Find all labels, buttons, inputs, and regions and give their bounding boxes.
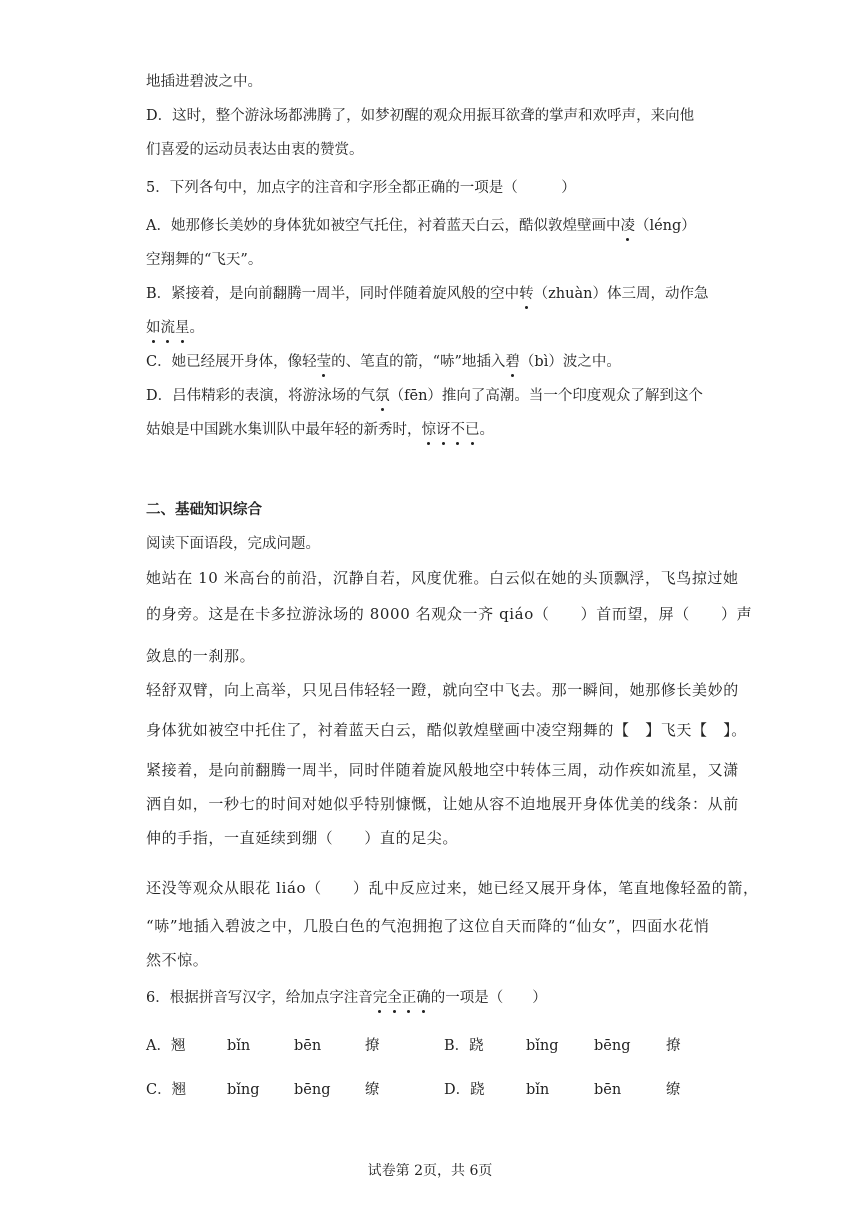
passage-line: 身体犹如被空中托住了，衬着蓝天白云，酷似敦煌壁画中凌空翔舞的【 】飞天【 】。	[146, 721, 747, 739]
dotted-char: 确	[416, 990, 431, 1006]
q4-option-d-line1: D．这时，整个游泳场都沸腾了，如梦初醒的观众用振耳欲聋的掌声和欢呼声，来向他	[146, 108, 695, 124]
dotted-char: 讶	[436, 422, 451, 438]
q6-option-b-label: B．跷	[444, 1038, 484, 1054]
q6-option-d-pinyin2: bēn	[594, 1082, 622, 1098]
q5-option-d-line2	[146, 420, 494, 440]
q6-option-b-pinyin2: bēng	[594, 1038, 631, 1054]
passage-line: 敛息的一刹那。	[146, 647, 256, 665]
text: 姑娘是中国跳水集训队中最年轻的新秀时，	[146, 422, 422, 438]
dotted-text	[373, 990, 431, 1006]
dotted-char: 星	[175, 320, 190, 336]
text: 。	[479, 422, 494, 438]
page-footer: 试卷第 2页，共 6页	[367, 1163, 493, 1179]
q6-option-d-label: D．跷	[444, 1082, 485, 1098]
text: A．她那修长美妙的身体犹如被空气托住，衬着蓝天白云，酷似敦煌壁画中	[146, 218, 621, 234]
dotted-char: 完	[372, 990, 388, 1006]
passage-line: 伸的手指，一直延续到绷（ ）直的足尖。	[146, 829, 459, 847]
q5-stem: 5．下列各句中，加点字的注音和字形全都正确的一项是（ ）	[146, 180, 576, 196]
dotted-char: 不	[450, 422, 465, 438]
text: （bì）波之中。	[519, 354, 621, 370]
q6-stem	[146, 988, 547, 1008]
q6-option-c-label: C．翘	[146, 1082, 187, 1098]
dotted-char: 氛	[375, 388, 390, 404]
text: （zhuàn）体三周，动作急	[533, 286, 709, 302]
q5-option-a-line2: 空翔舞的“飞天”。	[146, 252, 263, 268]
passage-line: “哧”地插入碧波之中，几股白色的气泡拥抱了这位自天而降的“仙女”，四面水花悄	[146, 917, 710, 935]
dotted-char: 已	[465, 422, 480, 438]
passage-line: 还没等观众从眼花 liáo（ ）乱中反应过来，她已经又展开身体，笔直地像轻盈的箭，	[146, 879, 759, 897]
dotted-char: 转	[519, 286, 534, 302]
q6-option-c-pinyin1: bǐng	[227, 1082, 260, 1098]
dotted-char: 碧	[505, 354, 520, 370]
passage-line: 然不惊。	[146, 951, 209, 969]
text: （fēn）推向了高潮。当一个印度观众了解到这个	[389, 388, 703, 404]
dotted-char: 正	[401, 990, 417, 1006]
text: D．吕伟精彩的表演，将游泳场的气	[146, 388, 376, 404]
passage-line: 紧接着，是向前翻腾一周半，同时伴随着旋风般地空中转体三周，动作疾如流星，又潇	[146, 761, 739, 779]
dotted-char: 莹	[316, 354, 332, 370]
text: （léng）	[634, 218, 696, 234]
q6-option-a-char: 撩	[365, 1038, 380, 1054]
dotted-char: 流	[160, 320, 175, 336]
text: 。	[189, 320, 204, 336]
dotted-char: 凌	[620, 218, 635, 234]
text: 的、笔直的箭，“哧”地插入	[331, 354, 506, 370]
q6-option-a-label: A．翘	[146, 1038, 186, 1054]
q6-option-d-char: 缭	[666, 1082, 681, 1098]
dotted-char: 全	[387, 990, 402, 1006]
text: B．紧接着，是向前翻腾一周半，同时伴随着旋风般的空中	[146, 286, 520, 302]
passage-line: 洒自如，一秒七的时间对她似乎特别慷慨，让她从容不迫地展开身体优美的线条：从前	[146, 795, 739, 813]
q5-option-c	[146, 352, 621, 372]
q6-option-c-char: 缭	[365, 1082, 380, 1098]
text: 的一项是（ ）	[430, 990, 547, 1006]
dotted-char: 惊	[421, 422, 436, 438]
q5-option-a-line1	[146, 216, 696, 236]
dotted-text	[422, 422, 480, 438]
q4-line: 地插进碧波之中。	[146, 74, 262, 90]
text: 6．根据拼音写汉字，给加点字注音	[146, 990, 373, 1006]
section-heading: 二、基础知识综合	[146, 501, 262, 518]
text: C．她已经展开身体，像轻	[146, 354, 317, 370]
dotted-text	[146, 320, 190, 336]
q5-option-d-line1	[146, 386, 703, 406]
q6-option-b-char: 撩	[666, 1038, 681, 1054]
passage-line: 轻舒双臂，向上高举，只见吕伟轻轻一蹬，就向空中飞去。那一瞬间，她那修长美妙的	[146, 681, 739, 699]
passage-line: 她站在 10 米高台的前沿，沉静自若，风度优雅。白云似在她的头顶飘浮，飞鸟掠过她	[146, 569, 739, 587]
dotted-char: 如	[146, 320, 161, 336]
q6-option-d-pinyin1: bǐn	[526, 1082, 550, 1098]
q6-option-c-pinyin2: bēng	[294, 1082, 331, 1098]
passage-line: 的身旁。这是在卡多拉游泳场的 8000 名观众一齐 qiáo（ ）首而望，屏（ ）声	[146, 605, 753, 623]
q5-option-b-line1	[146, 284, 708, 304]
q6-option-a-pinyin2: bēn	[294, 1038, 322, 1054]
section-instruction: 阅读下面语段，完成问题。	[146, 536, 320, 552]
q5-option-b-line2	[146, 318, 204, 338]
q6-option-a-pinyin1: bǐn	[227, 1038, 251, 1054]
q4-option-d-line2: 们喜爱的运动员表达由衷的赞赏。	[146, 142, 364, 158]
q6-option-b-pinyin1: bǐng	[526, 1038, 559, 1054]
